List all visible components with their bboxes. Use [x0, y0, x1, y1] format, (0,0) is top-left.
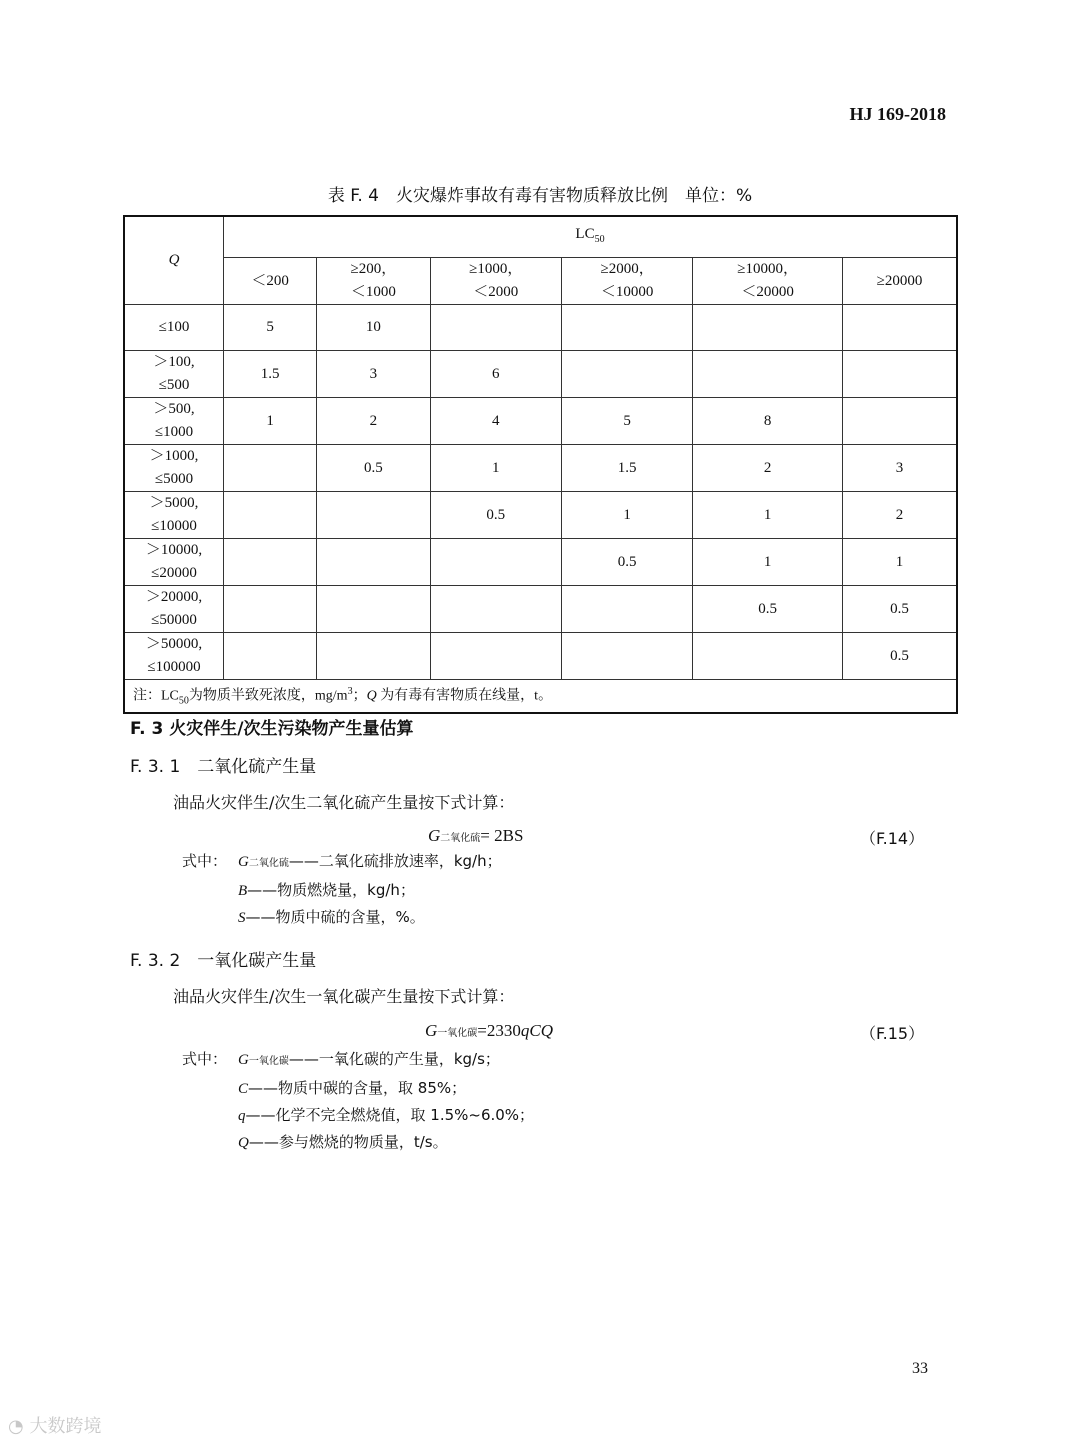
q-range-cell: ＞100, ≤500 [124, 351, 224, 398]
section-f31-title: F. 3. 1 二氧化硫产生量 [130, 757, 317, 777]
ratio-cell [224, 633, 317, 680]
q-range-cell: ＞5000, ≤10000 [124, 492, 224, 539]
ratio-cell [693, 305, 843, 351]
f32-definitions [238, 1046, 534, 1156]
formula-f14: G二氧化硫= 2BS [428, 826, 524, 845]
f31-definitions [238, 848, 502, 931]
ratio-cell: 4 [430, 398, 561, 445]
q-range-cell: ＞20000, ≤50000 [124, 586, 224, 633]
ratio-cell: 6 [430, 351, 561, 398]
ratio-cell [561, 351, 692, 398]
ratio-cell [224, 586, 317, 633]
table-row [124, 305, 957, 351]
ratio-cell: 0.5 [430, 492, 561, 539]
q-range-cell: ＞1000, ≤5000 [124, 445, 224, 492]
ratio-cell [317, 586, 430, 633]
lc50-range-header: ≥200， ＜1000 [317, 258, 430, 305]
ratio-cell: 1.5 [561, 445, 692, 492]
eq-number-f15: （F.15） [860, 1024, 925, 1043]
f32-intro: 油品火灾伴生/次生一氧化碳产生量按下式计算： [173, 987, 515, 1006]
page-number: 33 [912, 1360, 928, 1377]
ratio-cell [842, 305, 957, 351]
lc50-range-row [124, 258, 957, 305]
ratio-cell [430, 633, 561, 680]
lc50-range-header: ≥1000， ＜2000 [430, 258, 561, 305]
variable-definition: B——物质燃烧量，kg/h； [238, 881, 415, 899]
ratio-cell [430, 539, 561, 586]
ratio-cell: 1 [693, 539, 843, 586]
variable-definition: G一氧化碳——一氧化碳的产生量，kg/s； [238, 1050, 500, 1068]
formula-f15: G一氧化碳=2330qCQ [425, 1021, 553, 1040]
ratio-cell: 1 [224, 398, 317, 445]
standard-number: HJ 169-2018 [849, 104, 946, 124]
table-row [124, 539, 957, 586]
ratio-cell: 0.5 [842, 633, 957, 680]
ratio-cell [224, 492, 317, 539]
variable-definition: S——物质中硫的含量，%。 [238, 908, 425, 926]
ratio-cell: 3 [842, 445, 957, 492]
f31-intro: 油品火灾伴生/次生二氧化硫产生量按下式计算： [173, 793, 515, 812]
ratio-cell: 2 [317, 398, 430, 445]
variable-definition: q——化学不完全燃烧值，取 1.5%~6.0%； [238, 1106, 535, 1124]
q-range-cell: ＞50000, ≤100000 [124, 633, 224, 680]
variable-definition: Q——参与燃烧的物质量，t/s。 [238, 1133, 448, 1151]
ratio-cell [317, 633, 430, 680]
q-header: Q [124, 216, 224, 305]
ratio-cell [561, 633, 692, 680]
ratio-cell [693, 351, 843, 398]
ratio-cell [317, 492, 430, 539]
lc50-range-header: ≥10000， ＜20000 [693, 258, 843, 305]
f32-where-label: 式中： [182, 1050, 228, 1068]
ratio-cell [430, 586, 561, 633]
lc50-range-header: ≥20000 [842, 258, 957, 305]
variable-definition: G二氧化硫——二氧化硫排放速率，kg/h； [238, 852, 502, 870]
ratio-cell: 1 [561, 492, 692, 539]
ratio-cell [224, 539, 317, 586]
table-row [124, 633, 957, 680]
ratio-cell: 5 [561, 398, 692, 445]
ratio-cell: 10 [317, 305, 430, 351]
table-note: 注：$LC_{50}$为物质半致死浓度，$mg/m^3$；Q 为有毒有害物质在线量，t。 [124, 680, 957, 714]
ratio-cell: 1.5 [224, 351, 317, 398]
ratio-cell: 2 [693, 445, 843, 492]
ratio-cell [693, 633, 843, 680]
table-row [124, 492, 957, 539]
table-caption: 表 F. 4 火灾爆炸事故有毒有害物质释放比例 单位：% [327, 186, 753, 206]
ratio-cell [842, 351, 957, 398]
ratio-cell: 3 [317, 351, 430, 398]
ratio-cell [224, 445, 317, 492]
ratio-cell: 0.5 [693, 586, 843, 633]
lc50-header: $LC_{50}$ [224, 216, 958, 258]
eq-number-f14: （F.14） [860, 829, 925, 848]
watermark: ◔ 大数跨境 [8, 1416, 102, 1437]
ratio-cell [561, 586, 692, 633]
ratio-cell: 0.5 [561, 539, 692, 586]
f31-where-label: 式中： [182, 852, 228, 870]
section-f32-title: F. 3. 2 一氧化碳产生量 [130, 951, 317, 971]
ratio-cell [317, 539, 430, 586]
watermark-logo-icon: ◔ [8, 1416, 24, 1437]
ratio-cell: 2 [842, 492, 957, 539]
q-range-cell: ＞500, ≤1000 [124, 398, 224, 445]
ratio-cell: 0.5 [317, 445, 430, 492]
ratio-cell [430, 305, 561, 351]
lc50-range-header: ＜200 [224, 258, 317, 305]
ratio-cell: 1 [430, 445, 561, 492]
ratio-cell: 1 [842, 539, 957, 586]
table-row [124, 586, 957, 633]
lc50-range-header: ≥2000， ＜10000 [561, 258, 692, 305]
ratio-cell: 8 [693, 398, 843, 445]
ratio-cell [561, 305, 692, 351]
q-range-cell: ≤100 [124, 305, 224, 351]
release-ratio-table [123, 215, 958, 714]
q-range-cell: ＞10000, ≤20000 [124, 539, 224, 586]
section-f3-title: F. 3 火灾伴生/次生污染物产生量估算 [130, 719, 414, 739]
ratio-cell [842, 398, 957, 445]
table-row [124, 351, 957, 398]
variable-definition: C——物质中碳的含量，取 85%； [238, 1079, 467, 1097]
ratio-cell: 0.5 [842, 586, 957, 633]
ratio-cell: 5 [224, 305, 317, 351]
ratio-cell: 1 [693, 492, 843, 539]
table-row [124, 398, 957, 445]
table-row [124, 445, 957, 492]
